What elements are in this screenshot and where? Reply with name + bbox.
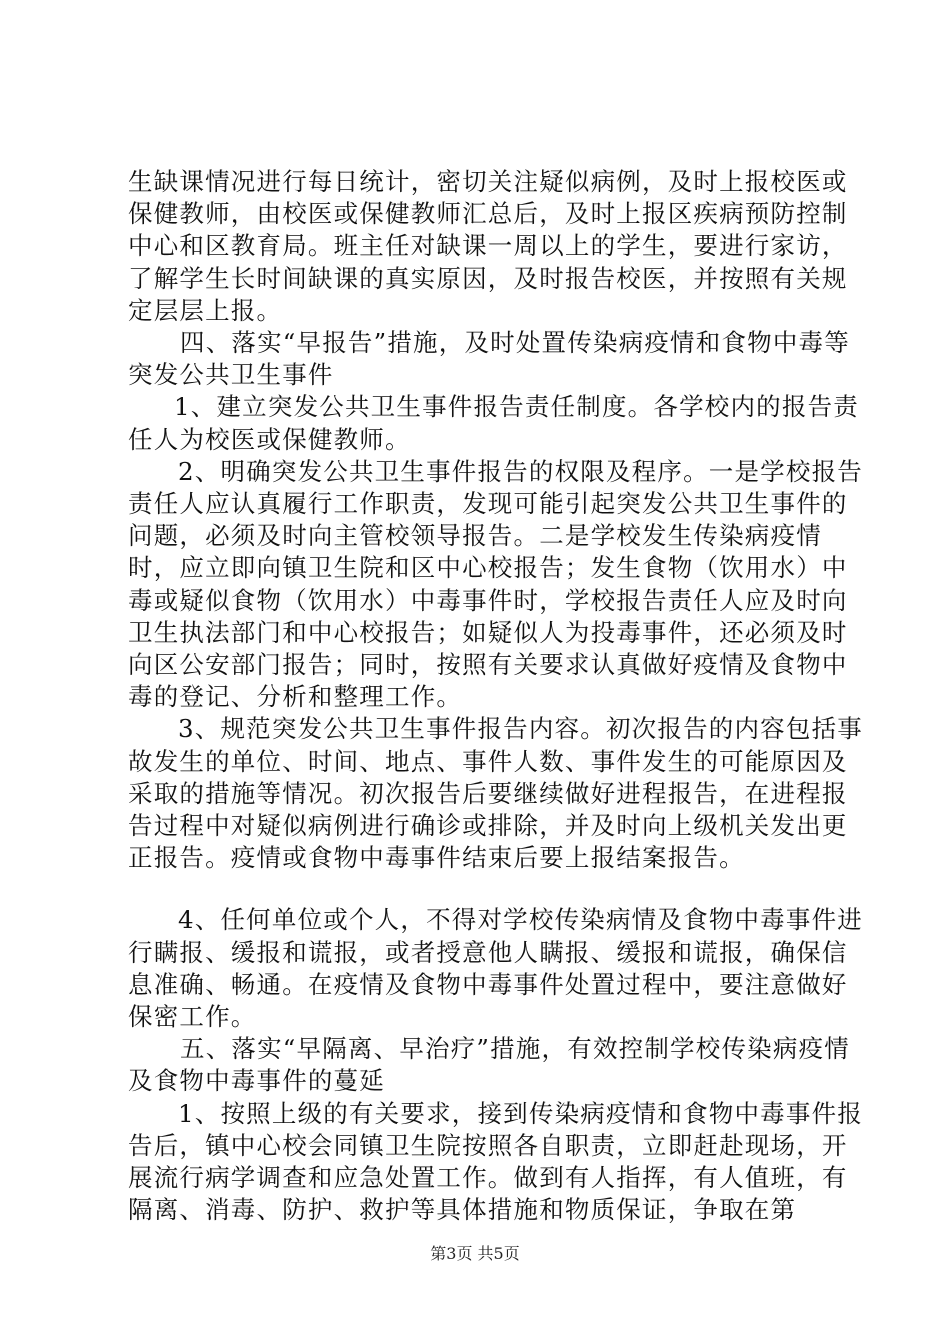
paragraph-continuation: 生缺课情况进行每日统计，密切关注疑似病例，及时上报校医或保健教师，由校医或保健教师汇总后，及时上报区疾病预防控制中心和区教育局。班主任对缺课一周以上的学生，要进行家访，了解学生长时间缺课的真实原因，及时报告校医，并按照有关规定层层上报。	[128, 167, 848, 325]
paragraph-item-2: 2、明确突发公共卫生事件报告的权限及程序。一是学校报告责任人应认真履行工作职责，发现可能引起突发公共卫生事件的问题，必须及时向主管校领导报告。二是学校发生传染病疫情时，应立即向镇卫生院和区中心校报告；发生食物（饮用水）中毒或疑似食物（饮用水）中毒事件时，学校报告责任人应及时向卫生执法部门和中心校报告；如疑似人为投毒事件，还必须及时向区公安部门报告；同时，按照有关要求认真做好疫情及食物中毒的登记、分析和整理工作。	[128, 456, 863, 712]
paragraph-item-3: 3、规范突发公共卫生事件报告内容。初次报告的内容包括事故发生的单位、时间、地点、事件人数、事件发生的可能原因及采取的措施等情况。初次报告后要继续做好进程报告，在进程报告过程中对疑似病例进行确诊或排除，并及时向上级机关发出更正报告。疫情或食物中毒事件结束后要上报结案报告。	[128, 714, 863, 873]
section-heading-5: 五、落实“早隔离、早治疗”措施，有效控制学校传染病疫情及食物中毒事件的蔓延	[128, 1034, 850, 1096]
paragraph-item-4: 4、任何单位或个人，不得对学校传染病情及食物中毒事件进行瞒报、缓报和谎报，或者授意他人瞒报、缓报和谎报，确保信息准确、畅通。在疫情及食物中毒事件处置过程中，要注意做好保密工作。	[128, 905, 863, 1032]
page-number-footer: 第3页 共5页	[430, 1244, 520, 1263]
section-heading-4: 四、落实“早报告”措施，及时处置传染病疫情和食物中毒等突发公共卫生事件	[128, 328, 850, 390]
document-body	[128, 166, 868, 1227]
paragraph-item-1-section-5: 1、按照上级的有关要求，接到传染病疫情和食物中毒事件报告后，镇中心校会同镇卫生院按照各自职责，立即赶赴现场，开展流行病学调查和应急处置工作。做到有人指挥，有人值班，有隔离、消毒、防护、救护等具体措施和物质保证，争取在第	[128, 1098, 863, 1225]
paragraph-item-1: 1、建立突发公共卫生事件报告责任制度。各学校内的报告责任人为校医或保健教师。	[128, 392, 859, 454]
